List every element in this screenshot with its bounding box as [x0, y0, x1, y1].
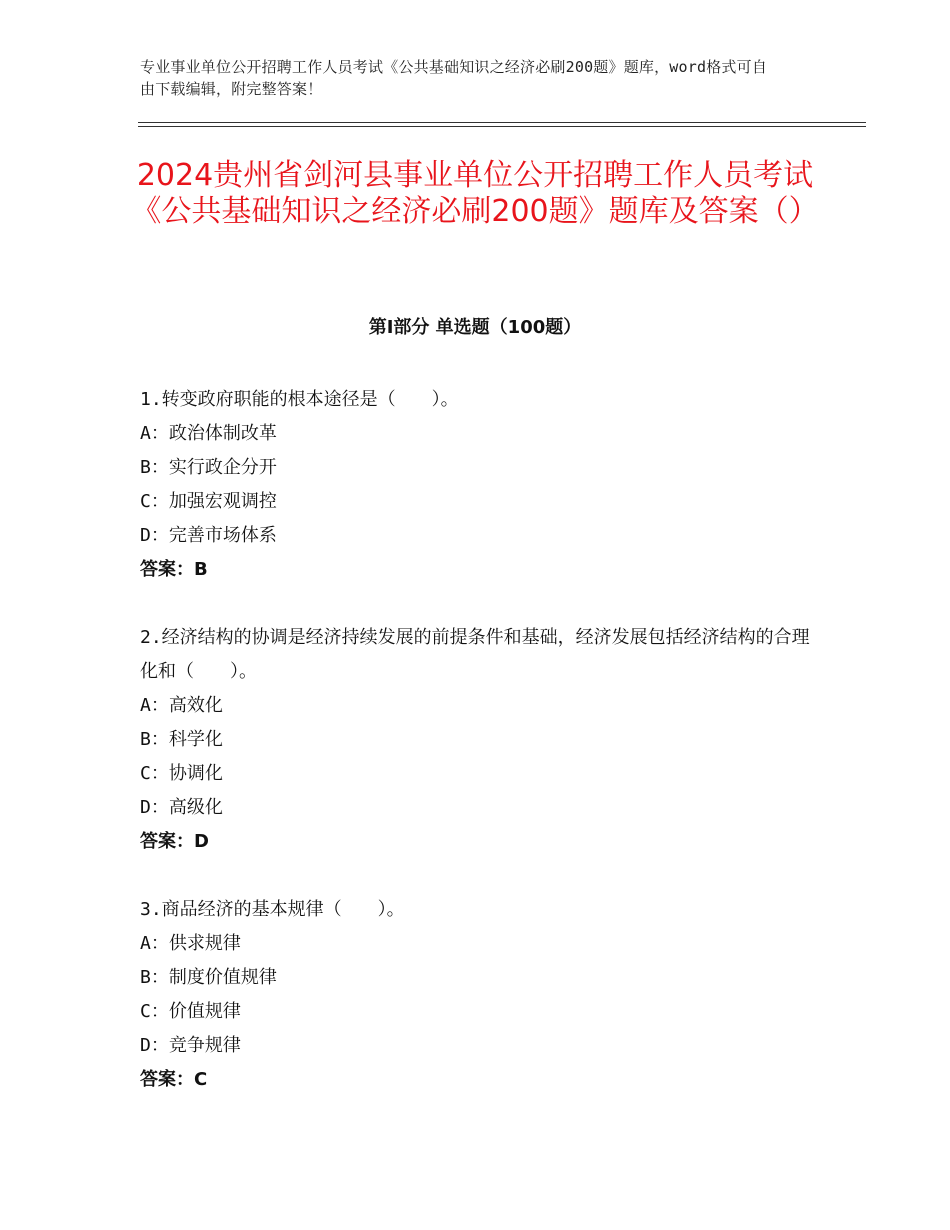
answer: 答案：B	[140, 559, 208, 580]
section-title: 第Ⅰ部分 单选题（100题）	[368, 317, 582, 338]
option-a: A：政治体制改革	[140, 423, 277, 444]
option-b: B：制度价值规律	[140, 967, 277, 988]
header-divider-secondary	[138, 126, 866, 127]
document-title: 2024贵州省剑河县事业单位公开招聘工作人员考试《公共基础知识之经济必刷200题》题库及答案（）	[131, 158, 819, 229]
option-d: D：高级化	[140, 797, 223, 818]
header-divider	[138, 122, 866, 123]
answer: 答案：D	[140, 831, 209, 852]
option-a: A：高效化	[140, 695, 223, 716]
question-stem: 2.经济结构的协调是经济持续发展的前提条件和基础，经济发展包括经济结构的合理化和（ ）。	[140, 627, 810, 682]
question-list	[140, 383, 820, 1131]
question-1	[140, 383, 820, 587]
answer: 答案：C	[140, 1069, 208, 1090]
option-d: D：竞争规律	[140, 1035, 241, 1056]
question-3	[140, 893, 820, 1097]
option-b: B：实行政企分开	[140, 457, 277, 478]
option-d: D：完善市场体系	[140, 525, 277, 546]
question-stem: 3.商品经济的基本规律（ ）。	[140, 899, 405, 920]
option-a: A：供求规律	[140, 933, 241, 954]
question-2	[140, 621, 820, 859]
question-stem: 1.转变政府职能的根本途径是（ ）。	[140, 389, 459, 410]
option-b: B：科学化	[140, 729, 223, 750]
option-c: C：协调化	[140, 763, 223, 784]
option-c: C：价值规律	[140, 1001, 241, 1022]
header-note: 专业事业单位公开招聘工作人员考试《公共基础知识之经济必刷200题》题库，word格式可自由下载编辑，附完整答案！	[140, 58, 768, 98]
option-c: C：加强宏观调控	[140, 491, 277, 512]
